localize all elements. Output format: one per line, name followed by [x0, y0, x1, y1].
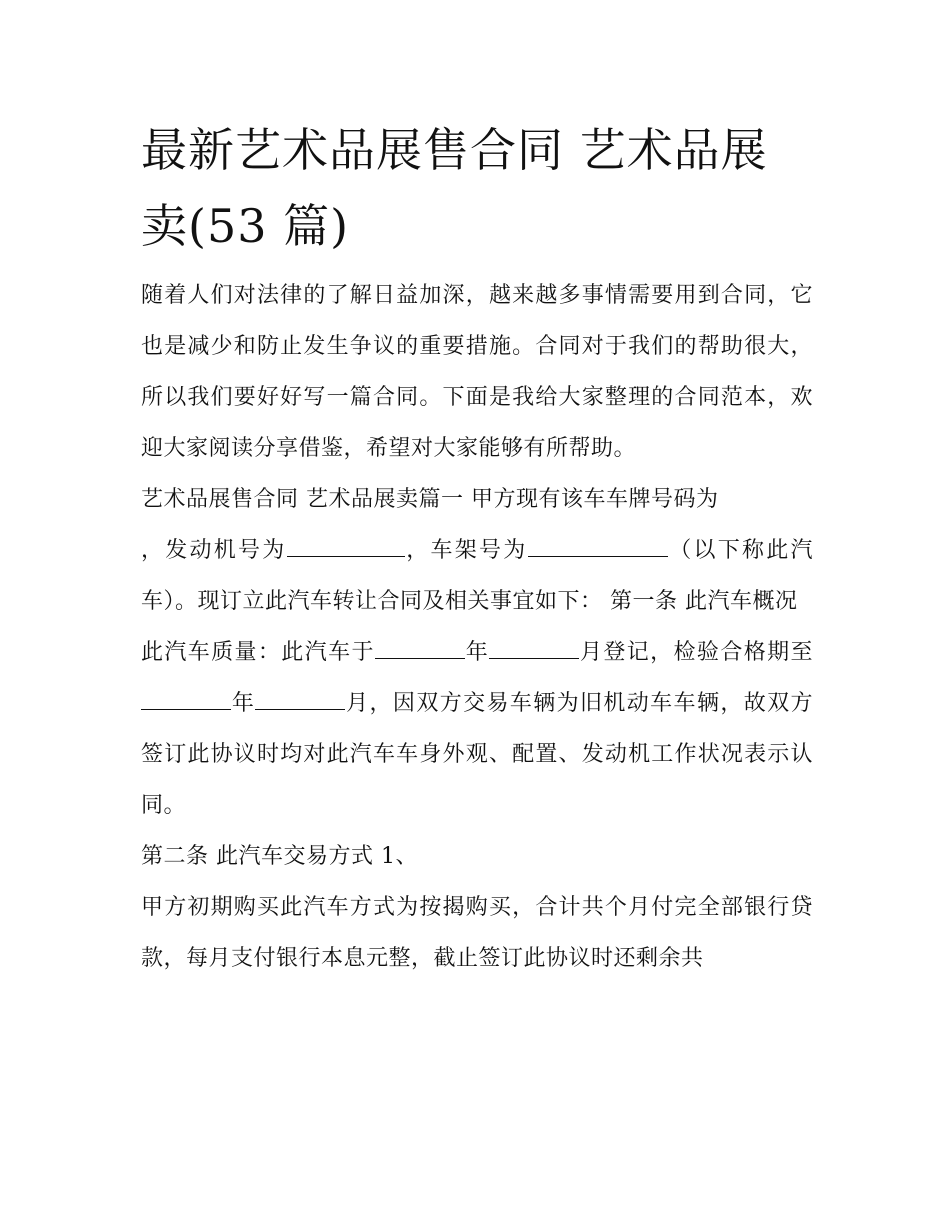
inspection-month-blank — [255, 687, 345, 710]
registration-label: 此汽车质量：此汽车于 — [141, 640, 375, 665]
frame-number-label: ，车架号为 — [404, 538, 528, 563]
article-two-heading: 第二条 此汽车交易方式 1、 — [141, 844, 418, 869]
payment-paragraph: 甲方初期购买此汽车方式为按揭购买，合计共个月付完全部银行贷款，每月支付银行本息元整，截止签订此协议时还剩余共 — [141, 895, 813, 971]
document-title: 最新艺术品展售合同 艺术品展卖(53 篇) — [141, 123, 768, 253]
vehicle-id-paragraph — [141, 525, 813, 627]
inspection-label: 月登记，检验合格期至 — [579, 640, 813, 665]
inspection-year-blank — [141, 687, 231, 710]
year-label-2: 年 — [231, 691, 256, 716]
vehicle-overview-text: （以下称此汽车）。现订立此汽车转让合同及相关事宜如下： 第一条 此汽车概况 — [141, 538, 813, 614]
engine-number-label: ，发动机号为 — [141, 538, 287, 563]
quality-statement: 月，因双方交易车辆为旧机动车车辆，故双方签订此协议时均对此汽车车身外观、配置、发动机工作状况表示认同。 — [141, 691, 813, 818]
year-label: 年 — [464, 640, 490, 665]
engine-number-blank — [287, 534, 405, 557]
registration-year-blank — [375, 636, 465, 659]
intro-paragraph: 随着人们对法律的了解日益加深，越来越多事情需要用到合同，它也是减少和防止发生争议的重要措施。合同对于我们的帮助很大，所以我们要好好写一篇合同。下面是我给大家整理的合同范本，欢迎大家阅读分享借鉴，希望对大家能够有所帮助。 — [141, 283, 813, 461]
document-page — [141, 112, 813, 984]
frame-number-blank — [528, 534, 668, 557]
section-one-heading: 艺术品展售合同 艺术品展卖篇一 甲方现有该车车牌号码为 — [141, 487, 719, 512]
vehicle-quality-paragraph — [141, 627, 813, 831]
registration-month-blank — [489, 636, 579, 659]
